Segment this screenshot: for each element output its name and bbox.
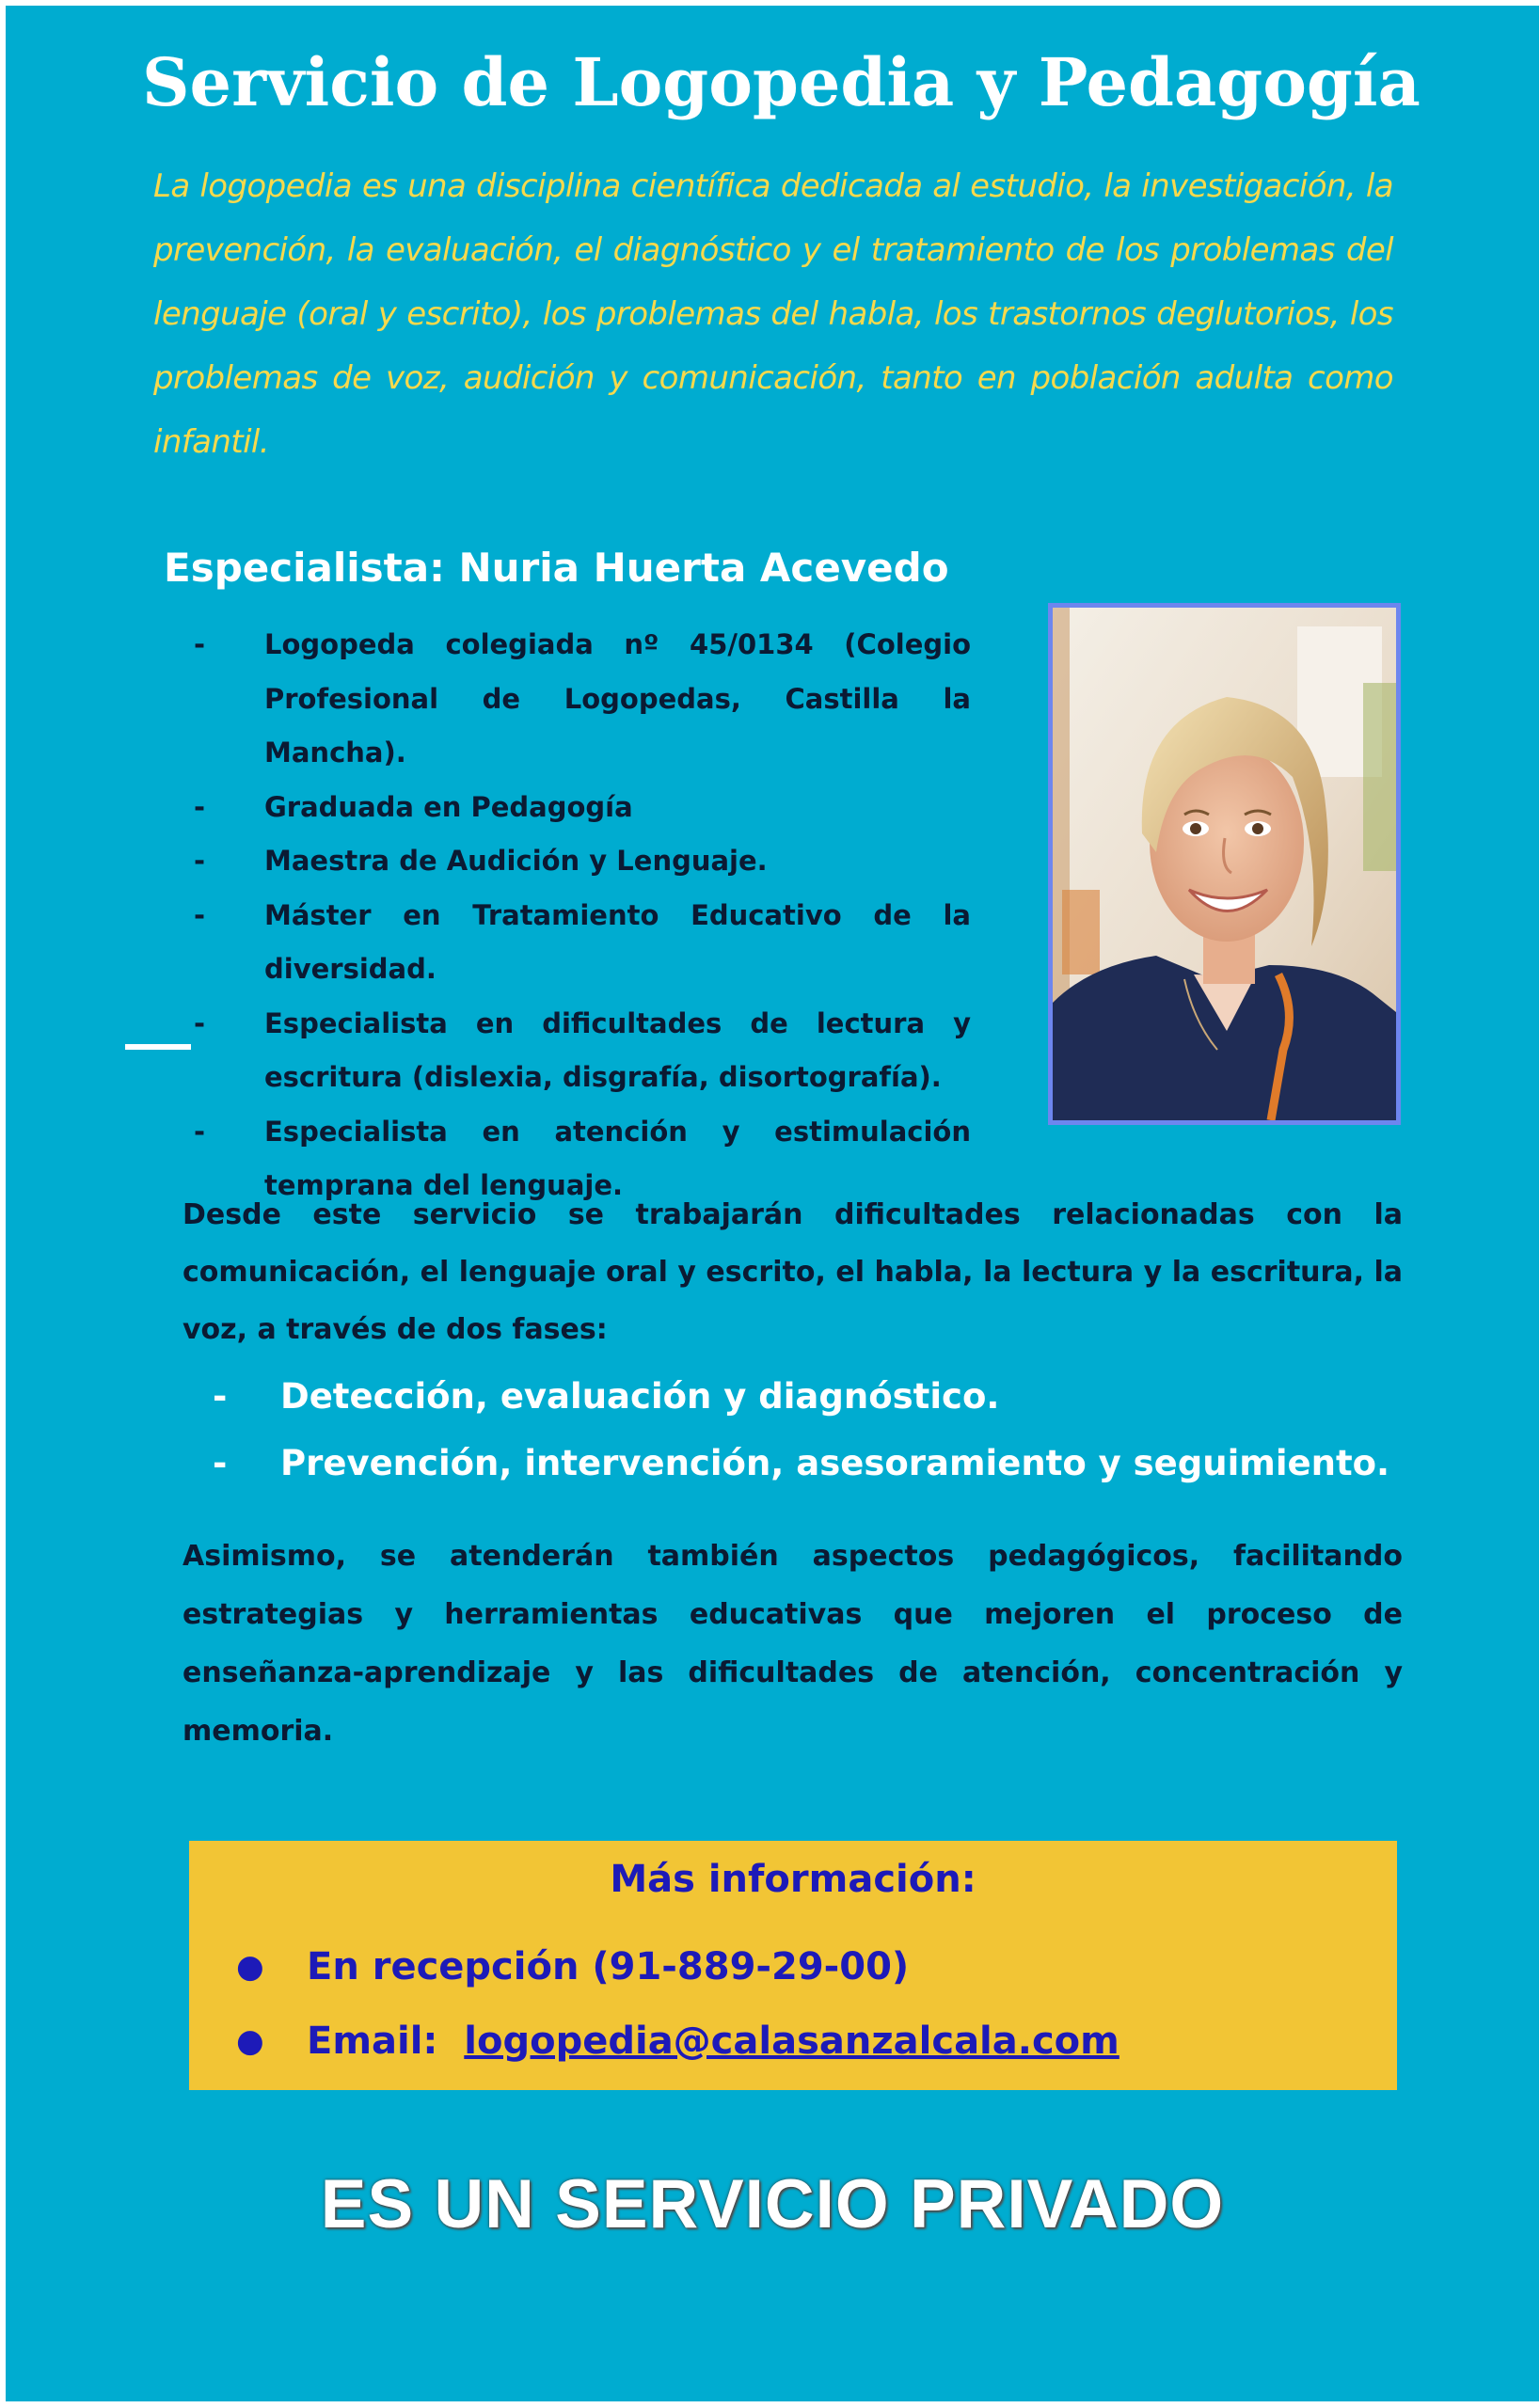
private-service-notice: ES UN SERVICIO PRIVADO <box>320 2166 1225 2242</box>
services-description: Desde este servicio se trabajarán dificultades relacionadas con la comunicación, el lenguaje oral y escrito, el habla, la lectura y la escritura, la voz, a través de dos fases: <box>183 1198 1403 1346</box>
list-dash: - <box>194 845 206 877</box>
list-dash: - <box>194 1006 206 1039</box>
qualification-item <box>194 997 971 1105</box>
email-label: Email: <box>307 2020 438 2063</box>
phase-text: Detección, evaluación y diagnóstico. <box>280 1376 1000 1417</box>
specialist-photo <box>1053 608 1396 1120</box>
qualification-item <box>194 834 971 889</box>
qualification-text: Especialista en dificultades de lectura y escritura (dislexia, disgrafía, disortografía). <box>264 1006 971 1093</box>
phase-text: Prevención, intervención, asesoramiento y seguimiento. <box>280 1443 1390 1483</box>
qualification-text: Máster en Tratamiento Educativo de la diversidad. <box>264 898 971 985</box>
list-dash: - <box>194 790 206 823</box>
specialist-heading: Especialista: Nuria Huerta Acevedo <box>164 545 949 591</box>
qualification-item <box>194 618 971 781</box>
info-box <box>189 1841 1397 2090</box>
list-dash: - <box>213 1443 228 1483</box>
qualification-text: Graduada en Pedagogía <box>264 790 633 823</box>
info-title: Más información: <box>610 1858 976 1901</box>
phases-list <box>213 1363 1389 1497</box>
page-title: Servicio de Logopedia y Pedagogía <box>142 43 1421 121</box>
qualification-text: Logopeda colegiada nº 45/0134 (Colegio Profesional de Logopedas, Castilla la Mancha). <box>264 628 971 768</box>
phase-item <box>213 1363 1389 1430</box>
flyer-page <box>6 6 1539 2401</box>
qualification-text: Especialista en atención y estimulación temprana del lenguaje. <box>264 1115 971 1201</box>
intro-paragraph: La logopedia es una disciplina científica dedicada al estudio, la investigación, la prevención, la evaluación, el diagnóstico y el tratamiento de los problemas del lenguaje (oral y escrito), los problemas del habla, los trastornos deglutorios, los problemas de voz, audición y comunicación, tanto en población adulta como infantil. <box>153 167 1393 461</box>
bullet-icon: ● <box>236 2022 264 2060</box>
specialist-photo-frame <box>1048 603 1401 1125</box>
reception-item <box>236 1930 1119 2004</box>
info-list <box>236 1930 1119 2079</box>
phase-item <box>213 1430 1389 1497</box>
list-dash: - <box>213 1376 228 1417</box>
qualification-item <box>194 889 971 997</box>
list-dash: - <box>194 898 206 931</box>
list-dash: - <box>194 628 206 660</box>
email-item <box>236 2004 1119 2079</box>
qualification-item <box>194 781 971 835</box>
pedagogy-paragraph: Asimismo, se atenderán también aspectos pedagógicos, facilitando estrategias y herramientas educativas que mejoren el proceso de enseñanza-aprendizaje y las dificultades de atención, concentración y memoria. <box>183 1540 1403 1748</box>
bullet-icon: ● <box>236 1948 264 1986</box>
list-dash: - <box>194 1115 206 1148</box>
qualifications-list <box>194 618 971 1213</box>
decorative-dash <box>125 1044 191 1050</box>
qualification-text: Maestra de Audición y Lenguaje. <box>264 845 768 877</box>
email-link[interactable]: logopedia@calasanzalcala.com <box>464 2020 1119 2063</box>
reception-phone: En recepción (91-889-29-00) <box>307 1945 910 1988</box>
